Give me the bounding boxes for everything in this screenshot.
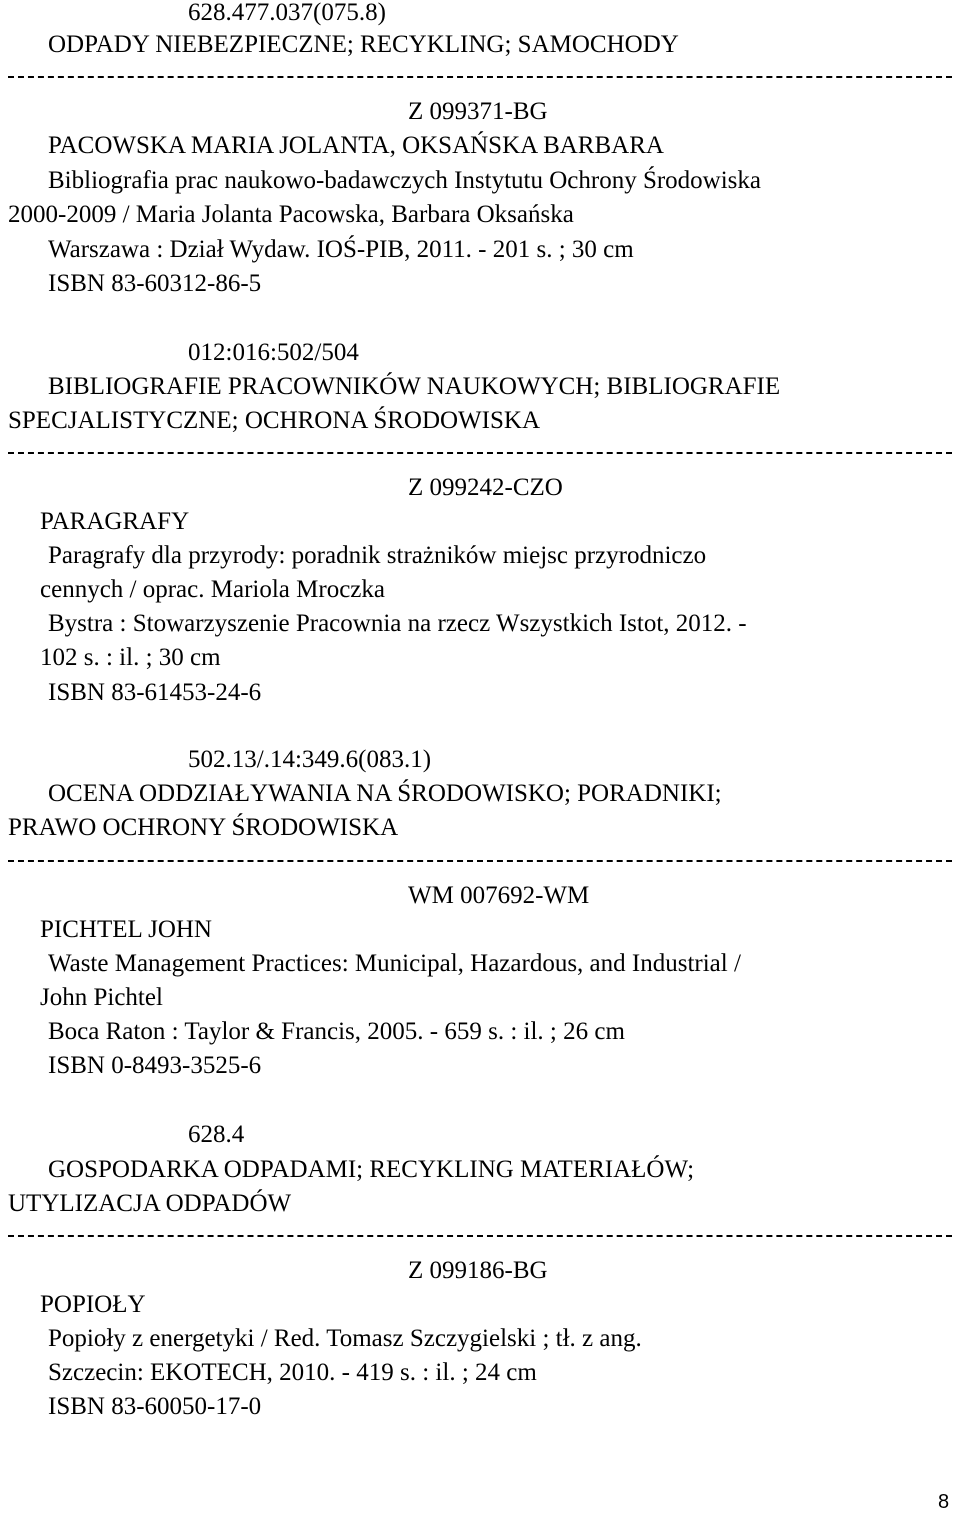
- subject-line: PRAWO OCHRONY ŚRODOWISKA: [8, 814, 399, 841]
- isbn: ISBN 83-60050-17-0: [48, 1393, 262, 1420]
- entry-heading: POPIOŁY: [40, 1291, 146, 1318]
- call-number: Z 099371-BG: [408, 98, 548, 125]
- classification-number: 628.477.037(075.8): [188, 0, 386, 26]
- isbn: ISBN 0-8493-3525-6: [48, 1052, 262, 1079]
- page-number: 8: [938, 1491, 950, 1513]
- imprint-line: Bystra : Stowarzyszenie Pracownia na rzecz Wszystkich Istot, 2012. -: [48, 610, 747, 637]
- separator-line: [8, 860, 952, 862]
- entry-heading: PARAGRAFY: [40, 508, 190, 535]
- classification-number: 012:016:502/504: [188, 339, 359, 366]
- imprint-line: Szczecin: EKOTECH, 2010. - 419 s. : il. ; 24 cm: [48, 1359, 537, 1386]
- subject-line: GOSPODARKA ODPADAMI; RECYKLING MATERIAŁÓW;: [48, 1156, 695, 1183]
- title-line: Popioły z energetyki / Red. Tomasz Szczygielski ; tł. z ang.: [48, 1325, 642, 1352]
- separator-line: [8, 1235, 952, 1237]
- title-line: Paragrafy dla przyrody: poradnik strażników miejsc przyrodniczo: [48, 542, 707, 569]
- call-number: WM 007692-WM: [408, 882, 590, 909]
- subject-line: ODPADY NIEBEZPIECZNE; RECYKLING; SAMOCHODY: [48, 31, 679, 58]
- classification-number: 502.13/.14:349.6(083.1): [188, 746, 432, 773]
- entry-heading: PICHTEL JOHN: [40, 916, 212, 943]
- subject-line: UTYLIZACJA ODPADÓW: [8, 1190, 292, 1217]
- isbn: ISBN 83-60312-86-5: [48, 270, 262, 297]
- title-line: John Pichtel: [40, 984, 163, 1011]
- classification-number: 628.4: [188, 1121, 245, 1148]
- imprint-line: 102 s. : il. ; 30 cm: [40, 644, 221, 671]
- title-line: cennych / oprac. Mariola Mroczka: [40, 576, 385, 603]
- title-line: Bibliografia prac naukowo-badawczych Instytutu Ochrony Środowiska: [48, 167, 762, 194]
- call-number: Z 099186-BG: [408, 1257, 548, 1284]
- imprint-line: Warszawa : Dział Wydaw. IOŚ-PIB, 2011. - 201 s. ; 30 cm: [48, 236, 634, 263]
- imprint-line: Boca Raton : Taylor & Francis, 2005. - 659 s. : il. ; 26 cm: [48, 1018, 625, 1045]
- title-line: Waste Management Practices: Municipal, Hazardous, and Industrial /: [48, 950, 741, 977]
- separator-line: [8, 452, 952, 454]
- subject-line: BIBLIOGRAFIE PRACOWNIKÓW NAUKOWYCH; BIBLIOGRAFIE: [48, 373, 781, 400]
- title-line: 2000-2009 / Maria Jolanta Pacowska, Barbara Oksańska: [8, 201, 574, 228]
- subject-line: OCENA ODDZIAŁYWANIA NA ŚRODOWISKO; PORADNIKI;: [48, 780, 722, 807]
- entry-heading: PACOWSKA MARIA JOLANTA, OKSAŃSKA BARBARA: [48, 132, 664, 159]
- subject-line: SPECJALISTYCZNE; OCHRONA ŚRODOWISKA: [8, 407, 540, 434]
- separator-line: [8, 76, 952, 78]
- call-number: Z 099242-CZO: [408, 474, 563, 501]
- isbn: ISBN 83-61453-24-6: [48, 679, 262, 706]
